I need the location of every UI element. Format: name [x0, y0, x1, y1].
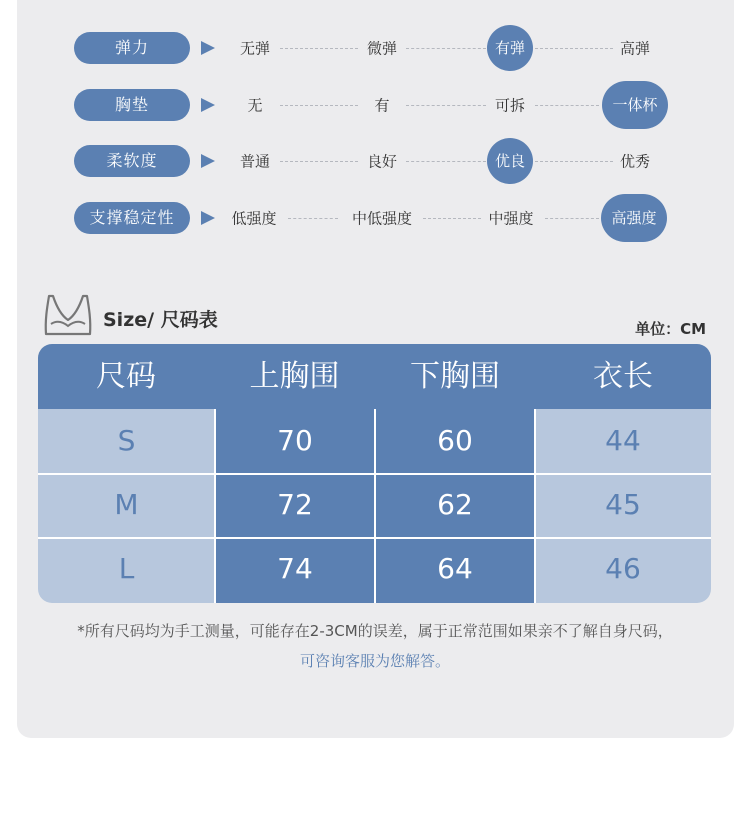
divider: [280, 48, 358, 49]
table-cell: 60: [437, 424, 473, 457]
column-length: [535, 409, 711, 603]
table-cell: 45: [605, 488, 641, 521]
divider: [535, 48, 613, 49]
level-option-selected: 有弹: [487, 25, 533, 71]
table-cell: 44: [605, 424, 641, 457]
header-upper-bust: 上胸围: [249, 359, 340, 394]
level-option: 良好: [366, 152, 398, 171]
arrow-right-icon: [201, 211, 215, 225]
table-cell: M: [114, 488, 139, 521]
level-option: 有: [374, 96, 390, 115]
divider: [545, 218, 599, 219]
header-size: 尺码: [96, 359, 156, 394]
feature-label: 弹力: [74, 32, 190, 64]
divider: [280, 161, 358, 162]
table-body: [38, 409, 711, 603]
level-option: 优秀: [619, 152, 651, 171]
feature-label: 支撑稳定性: [74, 202, 190, 234]
header-under-bust: 下胸围: [410, 359, 500, 394]
customer-service-note: 可咨询客服为您解答。: [299, 652, 450, 670]
level-option: 中强度: [488, 209, 534, 228]
level-option: 可拆: [494, 96, 526, 115]
divider: [535, 105, 599, 106]
divider: [406, 105, 486, 106]
table-header: [38, 344, 711, 409]
column-under-bust: [375, 409, 535, 603]
level-option: 中低强度: [351, 209, 413, 228]
table-cell: 64: [437, 552, 473, 585]
header-length: 衣长: [593, 359, 653, 394]
divider: [423, 218, 481, 219]
level-option: 无弹: [239, 39, 271, 58]
bra-outline-icon: [43, 294, 93, 338]
table-cell: 62: [437, 488, 473, 521]
divider: [280, 105, 358, 106]
feature-row-elasticity: [0, 28, 750, 68]
table-cell: S: [117, 424, 136, 457]
feature-label: 柔软度: [74, 145, 190, 177]
table-cell: 46: [605, 552, 641, 585]
feature-row-padding: [0, 85, 750, 125]
column-divider: [374, 409, 376, 603]
divider: [406, 161, 486, 162]
level-option: 普通: [239, 152, 271, 171]
size-table: [38, 344, 711, 603]
feature-row-support: [0, 198, 750, 238]
unit-label: 单位：CM: [635, 320, 706, 338]
divider: [535, 161, 613, 162]
feature-label: 胸垫: [74, 89, 190, 121]
column-upper-bust: [215, 409, 375, 603]
feature-row-softness: [0, 141, 750, 181]
arrow-right-icon: [201, 98, 215, 112]
level-option-selected: 高强度: [601, 194, 667, 242]
content-card: [17, 0, 734, 738]
level-option-selected: 优良: [487, 138, 533, 184]
arrow-right-icon: [201, 154, 215, 168]
level-option: 微弹: [366, 39, 398, 58]
arrow-right-icon: [201, 41, 215, 55]
level-option: 低强度: [231, 209, 277, 228]
size-chart-title: Size/ 尺码表: [103, 309, 218, 331]
level-option-selected: 一体杯: [602, 81, 668, 129]
column-size: [38, 409, 215, 603]
divider: [288, 218, 338, 219]
divider: [406, 48, 486, 49]
column-divider: [534, 409, 536, 603]
measurement-note: *所有尺码均为手工测量，可能存在2-3CM的误差，属于正常范围如果亲不了解自身尺码，: [77, 622, 673, 640]
table-cell: 70: [277, 424, 313, 457]
table-cell: 72: [277, 488, 313, 521]
table-cell: L: [118, 552, 135, 585]
level-option: 高弹: [619, 39, 651, 58]
column-divider: [214, 409, 216, 603]
table-cell: 74: [277, 552, 313, 585]
level-option: 无: [247, 96, 263, 115]
